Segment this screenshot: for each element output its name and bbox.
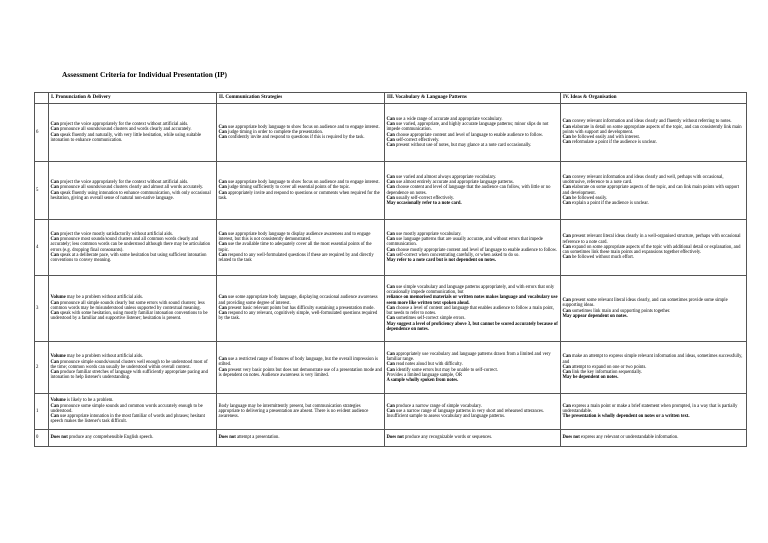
criteria-text (51, 435, 215, 440)
criteria-cell (385, 162, 561, 220)
criteria-cell (561, 276, 747, 342)
criteria-keyword: Can (562, 185, 571, 191)
criteria-keyword: Can (50, 403, 59, 409)
criteria-descriptor: make an attempt to express simple relevant information and ideas, sometimes successfully, and (562, 354, 743, 365)
criteria-keyword: Can (386, 403, 395, 409)
criteria-keyword: Can (218, 356, 227, 362)
criteria-descriptor: convey relevant information and ideas clearly and fluently without referring to notes. (570, 119, 732, 125)
criteria-descriptor: produce a narrow range of simple vocabulary. (394, 403, 483, 409)
criteria-descriptor: use almost entirely accurate and appropriate language patterns. (394, 179, 514, 185)
criteria-descriptor: use simple vocabulary and language patterns appropriately, and with errors that only occasionally impede communication, but (386, 284, 555, 296)
table-row (35, 104, 747, 162)
criteria-descriptor: choose a level of content and language that enables audience to follow a main point, but needs to refer to notes. (386, 305, 554, 317)
criteria-descriptor: express a main point or make a brief statement when prompted, in a way that is partially understandable. (562, 403, 738, 414)
criteria-cell (561, 104, 747, 162)
criteria-keyword: Can (386, 174, 395, 180)
criteria-cell (385, 394, 561, 430)
criteria-cell (561, 394, 747, 430)
criteria-keyword: Can (562, 119, 571, 125)
criteria-keyword: May occasionally refer to a note card. (386, 201, 462, 207)
criteria-text (387, 404, 559, 420)
criteria-descriptor: present basic relevant points but has difficulty sustaining a presentation mode. (226, 305, 375, 311)
criteria-keyword: Can (50, 370, 59, 376)
criteria-keyword: Can (386, 195, 395, 201)
criteria-descriptor: Insufficient sample to assess vocabulary and language patterns. (386, 414, 506, 420)
criteria-keyword: May appear dependent on notes. (562, 313, 628, 319)
criteria-descriptor: speak at a deliberate pace, with some hesitation but using sufficient intonation conventions to convey meaning. (50, 252, 207, 264)
criteria-descriptor: choose mostly appropriate content and level of language to enable audience to follow. (394, 247, 557, 253)
criteria-descriptor: use appropriate intonation in the most familiar of words and phrases; hesitant speech makes the listener's task difficult. (50, 414, 205, 425)
document-title: Assessment Criteria for Individual Presentation (IP) (62, 70, 227, 79)
criteria-descriptor: be followed without much effort. (570, 255, 635, 261)
criteria-text (563, 119, 745, 145)
criteria-keyword: Can (386, 137, 395, 143)
criteria-descriptor: appropriately invite and respond to questions or comments when required for the task. (218, 190, 380, 201)
criteria-keyword: Can (562, 297, 571, 303)
criteria-descriptor: choose appropriate content and level of language to enable audience to follow. (394, 132, 544, 138)
criteria-text (387, 352, 559, 384)
criteria-keyword: Can (218, 231, 227, 237)
criteria-descriptor: elaborate in detail on some appropriate aspects of the topic, and can consistently link main points with support and development. (562, 124, 742, 135)
criteria-descriptor: use a restricted range of features of body language, but the overall impression is stilted. (218, 356, 378, 368)
criteria-text (387, 435, 559, 440)
criteria-text (387, 175, 559, 207)
criteria-descriptor: project the voice appropriately for the context without artificial aids. (58, 121, 189, 127)
criteria-cell (217, 342, 385, 394)
criteria-descriptor: usually self-correct effectively. (394, 195, 455, 201)
criteria-descriptor: pronounce some simple sounds and common words accurately enough to be understood. (50, 403, 203, 414)
criteria-keyword: Can (386, 185, 395, 191)
criteria-cell (217, 430, 385, 447)
score-cell: 0 (35, 430, 49, 447)
criteria-keyword: Can (562, 354, 571, 360)
table-row (35, 220, 747, 276)
criteria-descriptor: pronounce all simple sounds clearly but some errors with sound clusters; less common words may be misunderstood unless supported by contextual meaning. (50, 300, 205, 311)
criteria-keyword: Can (562, 174, 571, 180)
criteria-descriptor: expand on some appropriate aspects of the topic with additional detail or explanation, and can sometimes link these main points and expansions together effectively. (562, 244, 741, 256)
criteria-descriptor: may be a problem without artificial aids. (65, 354, 144, 360)
criteria-cell (217, 104, 385, 162)
criteria-descriptor: respond to any well-formulated questions if these are required by and directly related to the task (218, 252, 374, 264)
criteria-descriptor: use language patterns that are usually accurate, and without errors that impede communication. (386, 236, 543, 248)
criteria-cell (217, 162, 385, 220)
criteria-keyword: The presentation is wholly dependent on notes or a written text. (562, 414, 690, 420)
criteria-keyword: Volume (50, 354, 66, 360)
criteria-keyword: Can (386, 121, 395, 127)
criteria-cell (49, 220, 217, 276)
criteria-keyword: Can (50, 185, 59, 191)
criteria-cell (561, 342, 747, 394)
criteria-text (563, 354, 745, 380)
score-cell: 2 (35, 342, 49, 394)
criteria-descriptor: judge timing sufficiently to cover all essential points of the topic. (226, 185, 351, 191)
criteria-keyword: Can (562, 403, 571, 409)
criteria-keyword: Can (562, 364, 571, 370)
criteria-keyword: Volume (50, 295, 66, 301)
criteria-descriptor: attempt to expand on one or two points. (570, 364, 647, 370)
score-cell: 1 (35, 394, 49, 430)
criteria-keyword: May be dependent on notes. (562, 375, 619, 381)
criteria-descriptor: project the voice appropriately for the context without artificial aids. (58, 179, 189, 185)
criteria-descriptor: project the voice mostly satisfactorily without artificial aids. (58, 231, 174, 237)
criteria-text (563, 298, 745, 319)
criteria-keyword: Can (218, 124, 227, 130)
header-score (35, 93, 49, 104)
criteria-keyword: Can (562, 255, 571, 261)
criteria-keyword: Can (386, 132, 395, 138)
criteria-descriptor: use appropriate body language to show focus on audience and to engage interest. (226, 179, 380, 185)
criteria-descriptor: elaborate on some appropriate aspects of the topic, and can link main points with support and development. (562, 185, 740, 196)
criteria-keyword: Can (50, 252, 59, 258)
criteria-keyword: Can (218, 242, 227, 248)
criteria-descriptor: self-correct effectively. (394, 137, 440, 143)
criteria-descriptor: sometimes link main and supporting points together. (570, 308, 671, 314)
criteria-keyword: Can (386, 252, 395, 258)
criteria-keyword: Can (218, 179, 227, 185)
criteria-keyword: Can (218, 295, 227, 301)
criteria-text (51, 295, 215, 321)
criteria-cell (561, 220, 747, 276)
criteria-text (387, 285, 559, 332)
criteria-cell (49, 104, 217, 162)
criteria-descriptor: use varied and almost always appropriate vocabulary. (394, 174, 497, 180)
criteria-keyword: Can (386, 367, 395, 373)
criteria-text (563, 404, 745, 420)
criteria-descriptor: explain a point if the audience is unclear. (570, 201, 649, 207)
header-vocabulary-language: III. Vocabulary & Language Patterns (385, 93, 561, 104)
criteria-cell (217, 220, 385, 276)
criteria-text (219, 357, 383, 378)
criteria-text (563, 435, 745, 440)
criteria-cell (49, 394, 217, 430)
criteria-cell (217, 276, 385, 342)
criteria-keyword: Can (218, 252, 227, 258)
criteria-keyword: Does not (218, 435, 236, 441)
criteria-keyword: Can (218, 311, 227, 317)
criteria-keyword: reliance on memorised materials or written notes makes language and vocabulary use seem more like written text spoken aloud. (386, 295, 558, 306)
criteria-descriptor: present without use of notes, but may glance at a note card occasionally. (394, 143, 532, 149)
criteria-text (51, 180, 215, 201)
criteria-keyword: Can (50, 231, 59, 237)
criteria-keyword: Can (218, 135, 227, 141)
criteria-keyword: Does not (386, 435, 404, 441)
criteria-keyword: Can (50, 132, 59, 138)
table-row (35, 276, 747, 342)
criteria-keyword: Can (386, 116, 395, 122)
score-cell: 4 (35, 220, 49, 276)
criteria-descriptor: use a wide range of accurate and appropriate vocabulary. (394, 116, 503, 122)
criteria-descriptor: use mostly appropriate vocabulary. (394, 231, 462, 237)
criteria-descriptor: respond to any relevant, cognitively simple, well-formulated questions required by the task. (218, 311, 378, 322)
criteria-descriptor: present very basic points but does not demonstrate use of a presentation mode and is dependent on notes. Audience awareness is very limited. (218, 367, 383, 378)
criteria-descriptor: appropriately use vocabulary and language patterns drawn from a limited and very familiar range. (386, 351, 551, 362)
criteria-keyword: Can (218, 185, 227, 191)
criteria-keyword: Can (50, 190, 59, 196)
criteria-descriptor: attempt a presentation. (235, 435, 280, 441)
criteria-keyword: Does not (50, 435, 68, 441)
criteria-keyword: Can (386, 236, 395, 242)
criteria-cell (561, 430, 747, 447)
criteria-keyword: A sample wholly spoken from notes. (386, 378, 459, 384)
score-cell: 5 (35, 162, 49, 220)
criteria-descriptor: produce familiar stretches of language with sufficiently appropriate pacing and intonation to help listener's understanding. (50, 370, 208, 381)
criteria-cell (49, 162, 217, 220)
criteria-descriptor: judge timing in order to complete the presentation. (226, 129, 324, 135)
criteria-text (219, 125, 383, 141)
criteria-descriptor: be followed easily and with interest. (570, 135, 640, 141)
criteria-cell (385, 276, 561, 342)
table-row (35, 430, 747, 447)
score-cell: 3 (35, 276, 49, 342)
criteria-descriptor: speak with some hesitation, using mostly familiar intonation conventions to be understood by a familiar and supportive listener; hesitation is present. (50, 311, 208, 322)
criteria-keyword: Can (562, 308, 571, 314)
criteria-cell (385, 430, 561, 447)
criteria-keyword: Can (562, 195, 571, 201)
criteria-keyword: Can (50, 179, 59, 185)
criteria-keyword: Can (218, 305, 227, 311)
criteria-keyword: Can (218, 190, 227, 196)
criteria-keyword: May suggest a level of proficiency above 3, but cannot be scored accurately because of dependence on notes. (386, 321, 558, 332)
criteria-keyword: Can (386, 179, 395, 185)
criteria-descriptor: reformulate a point if the audience is unclear. (570, 140, 657, 146)
score-cell: 6 (35, 104, 49, 162)
criteria-descriptor: sometimes self-correct simple errors. (394, 316, 466, 322)
criteria-keyword: Can (50, 127, 59, 133)
criteria-text (219, 404, 383, 420)
criteria-keyword: Can (562, 244, 571, 250)
criteria-keyword: Can (562, 370, 571, 376)
criteria-descriptor: is likely to be a problem. (65, 398, 114, 404)
criteria-cell (385, 342, 561, 394)
criteria-descriptor: pronounce most sounds/sound clusters and all common words clearly and accurately; less common words can be understood although there may be articulation errors (e.g. dropping final consonants). (50, 236, 211, 253)
criteria-text (219, 180, 383, 201)
criteria-keyword: Can (218, 367, 227, 373)
criteria-descriptor: use varied, appropriate, and highly accurate language patterns; minor slips do not impede communication. (386, 121, 549, 133)
criteria-cell (49, 342, 217, 394)
criteria-keyword: Can (386, 305, 395, 311)
criteria-keyword: Can (386, 231, 395, 237)
criteria-keyword: Can (50, 121, 59, 127)
criteria-keyword: Can (50, 300, 59, 306)
criteria-descriptor: speak fluently and naturally, with very little hesitation, while using suitable intonation to enhance communication. (50, 132, 202, 143)
criteria-descriptor: use the available time to adequately cover all the most essential points of the topic. (218, 242, 372, 253)
criteria-keyword: Can (218, 129, 227, 135)
criteria-descriptor: pronounce all sounds/sound clusters clearly and almost all words accurately. (58, 185, 204, 191)
criteria-text (51, 354, 215, 380)
criteria-keyword: Can (386, 408, 395, 414)
table-row (35, 342, 747, 394)
header-communication-strategies: II. Communication Strategies (217, 93, 385, 104)
table-row (35, 162, 747, 220)
criteria-cell (217, 394, 385, 430)
criteria-text (219, 435, 383, 440)
criteria-cell (385, 220, 561, 276)
criteria-descriptor: choose content and level of language that the audience can follow, with little or no dependence on notes. (386, 185, 551, 196)
criteria-text (387, 117, 559, 149)
criteria-text (51, 122, 215, 143)
table-body (35, 104, 747, 447)
criteria-keyword: Can (386, 316, 395, 322)
criteria-descriptor: produce any comprehensible English speech. (67, 435, 154, 441)
criteria-text (563, 234, 745, 260)
criteria-text (51, 398, 215, 424)
criteria-descriptor: be followed easily. (570, 195, 608, 201)
criteria-descriptor: Body language may be intermittently present, but communication strategies appropriate to delivering a presentation are absent. There is no evident audience awareness. (218, 403, 369, 420)
header-ideas-organisation: IV. Ideas & Organisation (561, 93, 747, 104)
assessment-criteria-table (34, 92, 747, 447)
criteria-descriptor: Provides a limited language sample, OR (386, 372, 463, 378)
criteria-keyword: Can (386, 143, 395, 149)
criteria-descriptor: use some appropriate body language, displaying occasional audience awareness and providing some degree of interest. (218, 295, 378, 306)
criteria-keyword: May refer to a note card but is not dependent on notes. (386, 258, 496, 264)
criteria-descriptor: produce any recognizable words or sequences. (403, 435, 493, 441)
header-row (35, 93, 747, 104)
criteria-cell (49, 430, 217, 447)
criteria-keyword: Can (50, 236, 59, 242)
criteria-descriptor: identify some errors but may be unable to self-correct. (394, 367, 498, 373)
table-row (35, 394, 747, 430)
criteria-keyword: Can (386, 351, 395, 357)
criteria-descriptor: present relevant literal ideas clearly in a well-organised structure, perhaps with occasional reference to a note card. (562, 234, 741, 245)
criteria-descriptor: use a narrow range of language patterns in very short and rehearsed utterances. (394, 408, 544, 414)
criteria-descriptor: use appropriate body language to show focus on audience and to engage interest. (226, 124, 380, 130)
criteria-text (51, 232, 215, 264)
criteria-descriptor: self-correct when concentrating carefully, or when asked to do so. (394, 252, 520, 258)
criteria-cell (561, 162, 747, 220)
criteria-descriptor: use appropriate body language to display audience awareness and to engage interest, but this is not consistently demonstrated. (218, 231, 371, 242)
header-pronunciation-delivery: I. Pronunciation & Delivery (49, 93, 217, 104)
criteria-keyword: Can (562, 234, 571, 240)
criteria-descriptor: read notes aloud but with difficulty. (394, 362, 463, 368)
criteria-keyword: Can (386, 362, 395, 368)
criteria-keyword: Can (386, 247, 395, 253)
criteria-keyword: Does not (562, 435, 580, 441)
criteria-text (387, 232, 559, 264)
criteria-descriptor: pronounce simple sounds/sound clusters well enough to be understood most of the time; common words can usually be understood within overall context. (50, 359, 208, 370)
criteria-text (219, 232, 383, 264)
criteria-descriptor: express any relevant or understandable information. (579, 435, 679, 441)
criteria-cell (385, 104, 561, 162)
criteria-text (563, 175, 745, 207)
criteria-keyword: Can (50, 414, 59, 420)
criteria-descriptor: convey relevant information and ideas clearly and well, perhaps with occasional, unobtrusive, reference to a note card. (562, 174, 724, 185)
criteria-descriptor: pronounce all sounds/sound clusters and words clearly and accurately. (58, 127, 192, 133)
criteria-descriptor: confidently invite and respond to questions if this is required by the task. (226, 135, 365, 141)
criteria-cell (49, 276, 217, 342)
criteria-descriptor: speak fluently using intonation to enhance communication, with only occasional hesitation, giving an overall sense of natural non-native language. (50, 190, 211, 201)
criteria-keyword: Can (50, 311, 59, 317)
criteria-keyword: Can (50, 359, 59, 365)
criteria-descriptor: may be a problem without artificial aids. (65, 295, 144, 301)
criteria-text (219, 295, 383, 321)
criteria-keyword: Can (562, 124, 571, 130)
criteria-keyword: Volume (50, 398, 66, 404)
criteria-keyword: Can (562, 201, 571, 207)
criteria-descriptor: present some relevant literal ideas clearly, and can sometimes provide some simple supporting ideas. (562, 297, 728, 309)
criteria-keyword: Can (386, 284, 395, 290)
criteria-keyword: Can (562, 135, 571, 141)
criteria-descriptor: link the key information sequentially. (570, 370, 643, 376)
criteria-keyword: Can (562, 140, 571, 146)
